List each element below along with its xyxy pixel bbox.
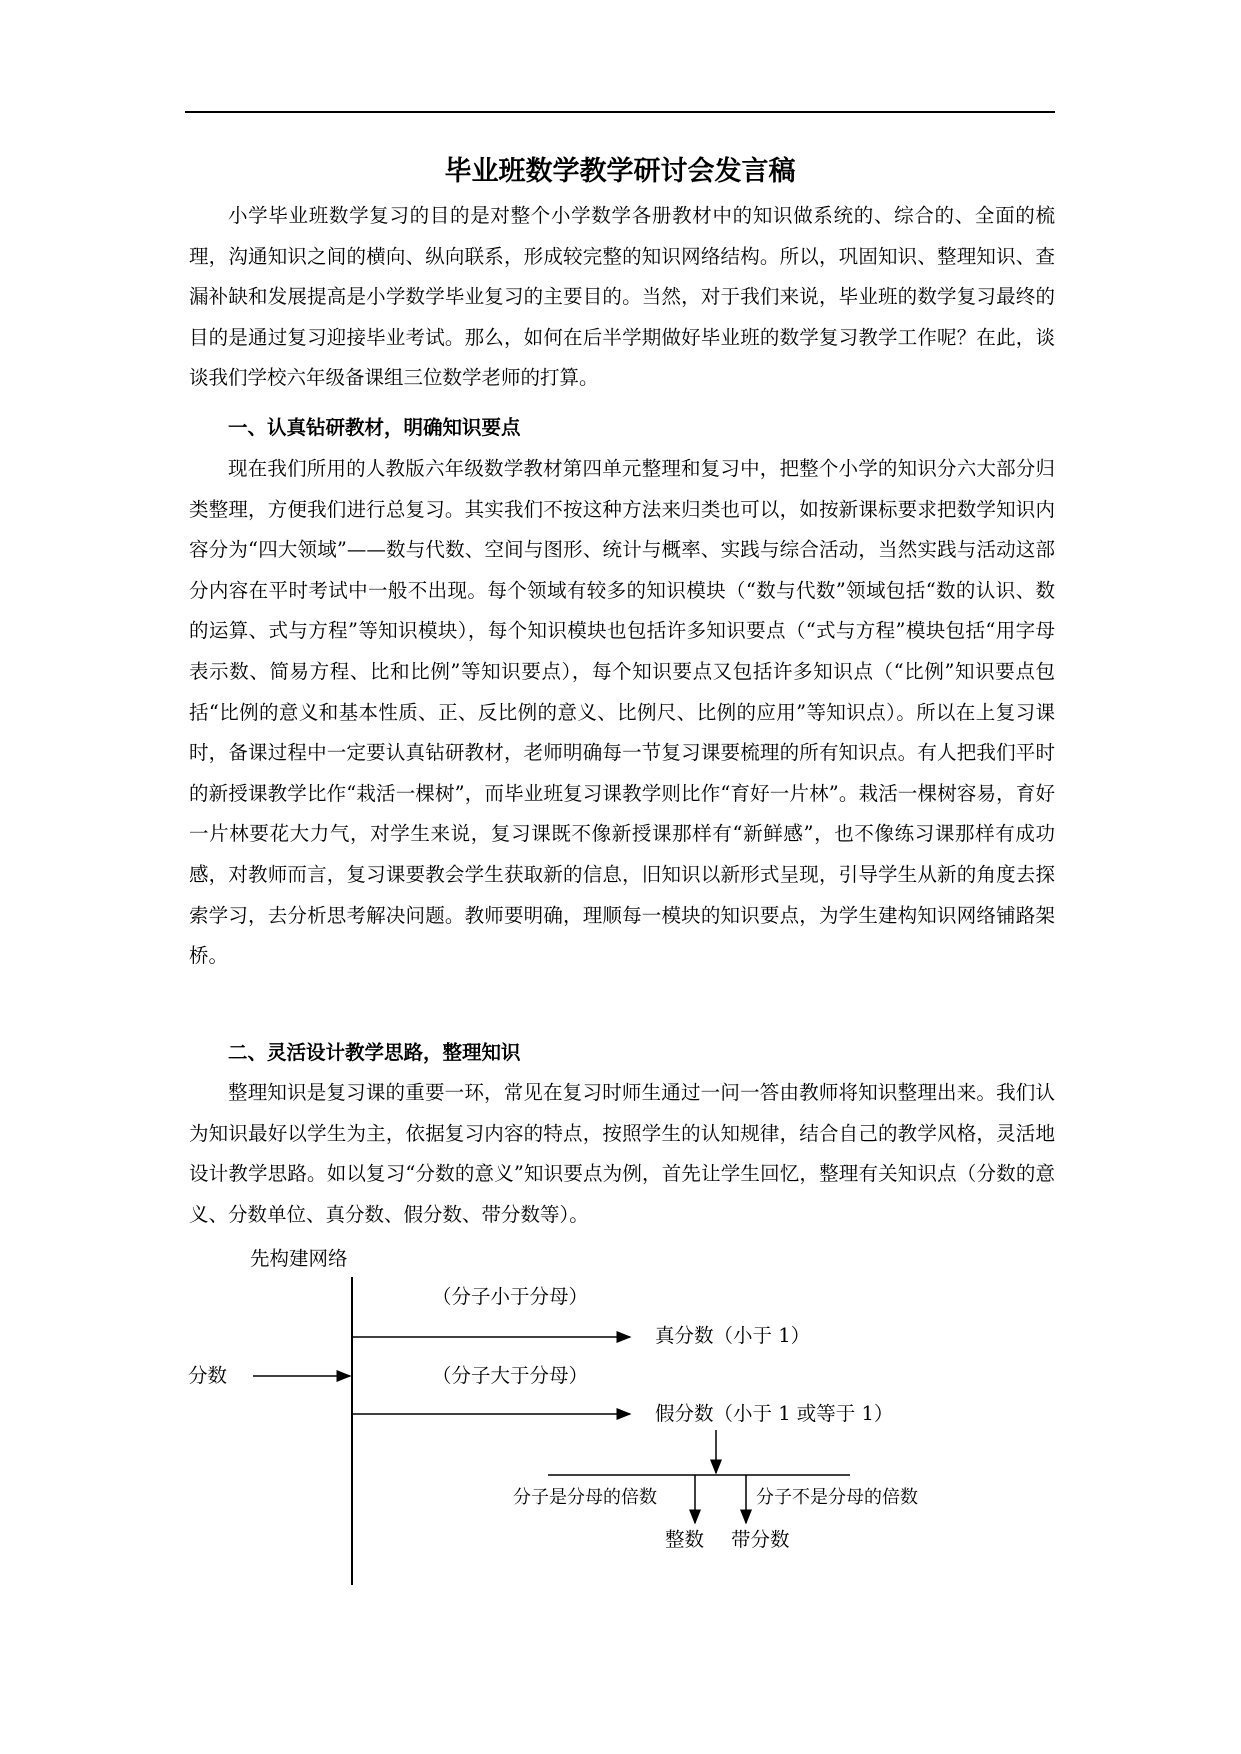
proper-condition-label: （分子小于分母） (432, 1285, 589, 1308)
improper-condition-label: （分子大于分母） (432, 1364, 589, 1387)
section-1-heading: 一、认真钻研教材，明确知识要点 (228, 416, 521, 439)
section-1-paragraph: 现在我们所用的人教版六年级数学教材第四单元整理和复习中，把整个小学的知识分六大部分归类整理，方便我们进行总复习。其实我们不按这种方法来归类也可以，如按新课标要求把数学知识内容分为“四大领域”——数与代数、空间与图形、统计与概率、实践与综合活动，当然实践与活动这部分内容在平时考试中一般不出现。每个领域有较多的知识模块（“数与代数”领域包括“数的认识、数的运算、式与方程”等知识模块），每个知识模块也包括许多知识要点（“式与方程”模块包括“用字母表示数、简易方程、比和比例”等知识要点），每个知识要点又包括许多知识点（“比例”知识要点包括“比例的意义和基本性质、正、反比例的意义、比例尺、比例的应用”等知识点）。所以在上复习课时，备课过程中一定要认真钻研教材，老师明确每一节复习课要梳理的所有知识点。有人把我们平时的新授课教学比作“栽活一棵树”，而毕业班复习课教学则比作“育好一片林”。栽活一棵树容易，育好一片林要花大力气，对学生来说，复习课既不像新授课那样有“新鲜感”，也不像练习课那样有成功感，对教师而言，复习课要教会学生获取新的信息，旧知识以新形式呈现，引导学生从新的角度去探索学习，去分析思考解决问题。教师要明确，理顺每一模块的知识要点，为学生建构知识网络铺路架桥。 (189, 457, 1055, 968)
page-title: 毕业班数学教学研讨会发言稿 (444, 156, 796, 187)
multiple-condition-label: 分子是分母的倍数 (513, 1487, 657, 1508)
mixed-number-label: 带分数 (731, 1528, 790, 1551)
improper-fraction-label: 假分数（小于 1 或等于 1） (655, 1402, 894, 1425)
whole-number-label: 整数 (665, 1528, 705, 1551)
intro-paragraph: 小学毕业班数学复习的目的是对整个小学数学各册教材中的知识做系统的、综合的、全面的梳理，沟通知识之间的横向、纵向联系，形成较完整的知识网络结构。所以，巩固知识、整理知识、查漏补缺和发展提高是小学数学毕业复习的主要目的。当然，对于我们来说，毕业班的数学复习最终的目的是通过复习迎接毕业考试。那么，如何在后半学期做好毕业班的数学复习教学工作呢？在此，谈谈我们学校六年级备课组三位数学老师的打算。 (189, 204, 1055, 390)
section-2-paragraph: 整理知识是复习课的重要一环，常见在复习时师生通过一问一答由教师将知识整理出来。我们认为知识最好以学生为主，依据复习内容的特点，按照学生的认知规律，结合自己的教学风格，灵活地设计教学思路。如以复习“分数的意义”知识要点为例，首先让学生回忆，整理有关知识点（分数的意义、分数单位、真分数、假分数、带分数等）。 (189, 1081, 1055, 1226)
not-multiple-condition-label: 分子不是分母的倍数 (756, 1487, 918, 1508)
section-2-heading: 二、灵活设计教学思路，整理知识 (228, 1041, 521, 1064)
proper-fraction-label: 真分数（小于 1） (655, 1324, 811, 1347)
root-label: 分数 (188, 1364, 228, 1387)
diagram-caption: 先构建网络 (250, 1247, 348, 1270)
